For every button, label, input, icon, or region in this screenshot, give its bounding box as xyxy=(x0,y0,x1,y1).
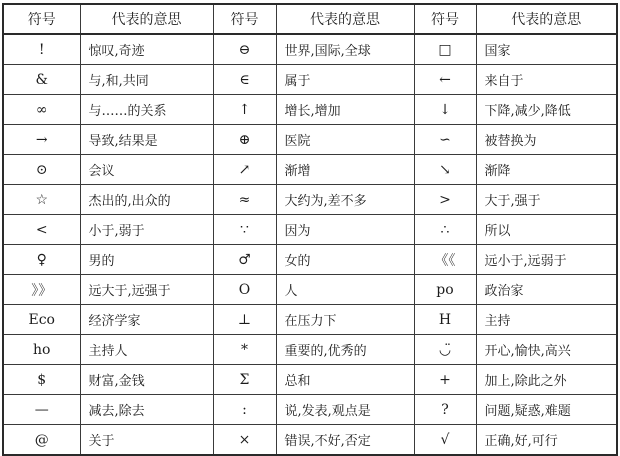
symbol-cell: ☆ xyxy=(3,185,80,215)
symbol-cell: ↑ xyxy=(213,95,276,125)
symbol-cell: √ xyxy=(414,425,476,456)
meaning-cell: 渐降 xyxy=(476,155,617,185)
meaning-cell: 主持人 xyxy=(80,335,213,365)
table-row xyxy=(3,215,617,245)
meaning-cell: 政治家 xyxy=(476,275,617,305)
symbol-cell: ♂ xyxy=(213,245,276,275)
symbol-cell: 《《 xyxy=(414,245,476,275)
table-row xyxy=(3,34,617,65)
meaning-cell: 被替换为 xyxy=(476,125,617,155)
symbol-cell: ho xyxy=(3,335,80,365)
meaning-cell: 下降,减少,降低 xyxy=(476,95,617,125)
symbol-cell: ↘ xyxy=(414,155,476,185)
symbol-cell: ⊖ xyxy=(213,34,276,65)
meaning-cell: 增长,增加 xyxy=(276,95,414,125)
meaning-cell: 关于 xyxy=(80,425,213,456)
meaning-cell: 主持 xyxy=(476,305,617,335)
meaning-cell: 来自于 xyxy=(476,65,617,95)
symbol-cell: → xyxy=(3,125,80,155)
table-header-row xyxy=(3,4,617,34)
meaning-cell: 远大于,远强于 xyxy=(80,275,213,305)
symbol-cell: □ xyxy=(414,34,476,65)
meaning-cell: 加上,除此之外 xyxy=(476,365,617,395)
symbol-cell: Σ xyxy=(213,365,276,395)
meaning-cell: 属于 xyxy=(276,65,414,95)
table-body xyxy=(3,34,617,455)
header-meaning-3: 代表的意思 xyxy=(476,4,617,34)
symbol-cell: @ xyxy=(3,425,80,456)
symbol-cell: ≈ xyxy=(213,185,276,215)
table-row xyxy=(3,95,617,125)
meaning-cell: 渐增 xyxy=(276,155,414,185)
symbol-cell: ∴ xyxy=(414,215,476,245)
meaning-cell: 正确,好,可行 xyxy=(476,425,617,456)
symbol-cell: O xyxy=(213,275,276,305)
symbol-cell: : xyxy=(213,395,276,425)
meaning-cell: 重要的,优秀的 xyxy=(276,335,414,365)
table-row xyxy=(3,425,617,456)
table-row xyxy=(3,125,617,155)
header-symbol-3: 符号 xyxy=(414,4,476,34)
symbol-cell: ↗ xyxy=(213,155,276,185)
symbol-cell: ⊕ xyxy=(213,125,276,155)
symbol-cell: > xyxy=(414,185,476,215)
meaning-cell: 总和 xyxy=(276,365,414,395)
symbol-cell: ⊥ xyxy=(213,305,276,335)
header-meaning-2: 代表的意思 xyxy=(276,4,414,34)
meaning-cell: 开心,愉快,高兴 xyxy=(476,335,617,365)
meaning-cell: 女的 xyxy=(276,245,414,275)
meaning-cell: 与……的关系 xyxy=(80,95,213,125)
symbol-cell: ! xyxy=(3,34,80,65)
meaning-cell: 导致,结果是 xyxy=(80,125,213,155)
symbol-cell: × xyxy=(213,425,276,456)
meaning-cell: 惊叹,奇迹 xyxy=(80,34,213,65)
meaning-cell: 医院 xyxy=(276,125,414,155)
symbol-cell: ∵ xyxy=(213,215,276,245)
table-row xyxy=(3,275,617,305)
table-row xyxy=(3,335,617,365)
meaning-cell: 远小于,远弱于 xyxy=(476,245,617,275)
meaning-cell: 在压力下 xyxy=(276,305,414,335)
table-row xyxy=(3,245,617,275)
symbol-meaning-table xyxy=(2,3,618,456)
meaning-cell: 所以 xyxy=(476,215,617,245)
symbol-cell: ↓ xyxy=(414,95,476,125)
meaning-cell: 问题,疑惑,难题 xyxy=(476,395,617,425)
meaning-cell: 小于,弱于 xyxy=(80,215,213,245)
symbol-cell: po xyxy=(414,275,476,305)
symbol-cell: ∽ xyxy=(414,125,476,155)
symbol-table-container xyxy=(2,3,618,456)
meaning-cell: 世界,国际,全球 xyxy=(276,34,414,65)
meaning-cell: 大约为,差不多 xyxy=(276,185,414,215)
meaning-cell: 财富,金钱 xyxy=(80,365,213,395)
symbol-cell: & xyxy=(3,65,80,95)
table-row xyxy=(3,185,617,215)
symbol-cell: ? xyxy=(414,395,476,425)
symbol-cell: ◡̈ xyxy=(414,335,476,365)
meaning-cell: 说,发表,观点是 xyxy=(276,395,414,425)
symbol-cell: < xyxy=(3,215,80,245)
symbol-cell: ♀ xyxy=(3,245,80,275)
table-row xyxy=(3,305,617,335)
symbol-cell: ← xyxy=(414,65,476,95)
meaning-cell: 杰出的,出众的 xyxy=(80,185,213,215)
table-row xyxy=(3,365,617,395)
meaning-cell: 与,和,共同 xyxy=(80,65,213,95)
symbol-cell: * xyxy=(213,335,276,365)
header-meaning-1: 代表的意思 xyxy=(80,4,213,34)
meaning-cell: 大于,强于 xyxy=(476,185,617,215)
header-symbol-2: 符号 xyxy=(213,4,276,34)
symbol-cell: ∞ xyxy=(3,95,80,125)
table-row xyxy=(3,65,617,95)
table-row xyxy=(3,155,617,185)
meaning-cell: 国家 xyxy=(476,34,617,65)
meaning-cell: 因为 xyxy=(276,215,414,245)
meaning-cell: 男的 xyxy=(80,245,213,275)
header-symbol-1: 符号 xyxy=(3,4,80,34)
symbol-cell: H xyxy=(414,305,476,335)
symbol-cell: Eco xyxy=(3,305,80,335)
meaning-cell: 错误,不好,否定 xyxy=(276,425,414,456)
meaning-cell: 经济学家 xyxy=(80,305,213,335)
table-row xyxy=(3,395,617,425)
symbol-cell: — xyxy=(3,395,80,425)
meaning-cell: 人 xyxy=(276,275,414,305)
symbol-cell: + xyxy=(414,365,476,395)
symbol-cell: $ xyxy=(3,365,80,395)
symbol-cell: ∈ xyxy=(213,65,276,95)
meaning-cell: 减去,除去 xyxy=(80,395,213,425)
meaning-cell: 会议 xyxy=(80,155,213,185)
symbol-cell: ⊙ xyxy=(3,155,80,185)
symbol-cell: 》》 xyxy=(3,275,80,305)
